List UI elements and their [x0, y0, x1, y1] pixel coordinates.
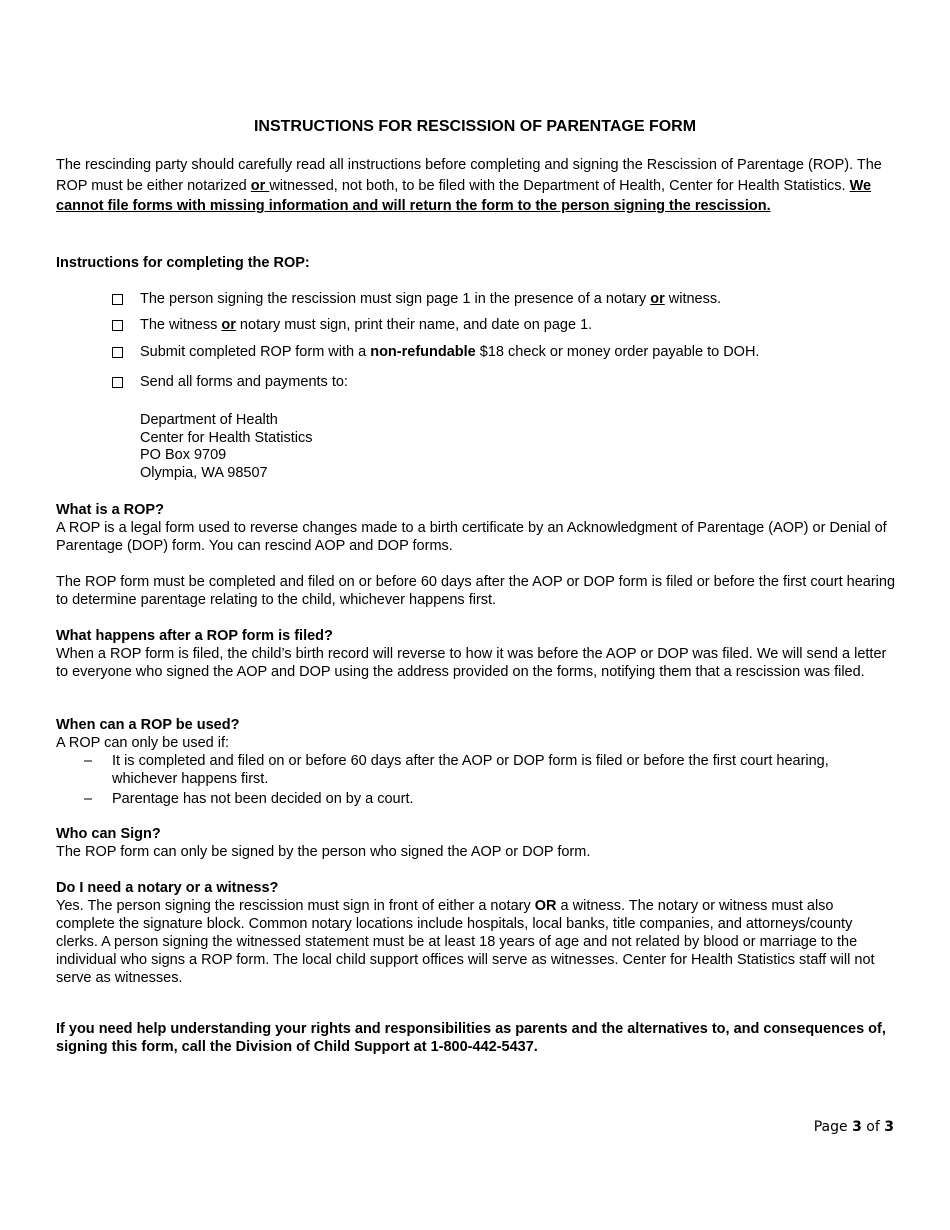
section-paragraph: When a ROP form is filed, the child’s birth record will reverse to how it was before the AOP or DOP was filed. We will send a letter to everyone who signed the AOP and DOP using the address provided on the forms, notifying them that a rescission was filed.	[56, 646, 887, 680]
checklist-item	[112, 373, 348, 391]
intro-warning: We cannot file forms with missing information and will return the form to the person signing the rescission.	[56, 177, 872, 214]
section-what-is-rop	[56, 501, 896, 555]
checkbox-icon[interactable]	[112, 347, 123, 358]
section-after-filed	[56, 627, 896, 681]
list-item: – Parentage has not been decided on by a court.	[84, 791, 414, 807]
page-number: Page 3 of 3	[813, 1119, 894, 1135]
checklist-emphasis: non-refundable	[370, 344, 476, 360]
section-notary-witness	[56, 879, 896, 987]
page-title: INSTRUCTIONS FOR RESCISSION OF PARENTAGE FORM	[253, 118, 697, 135]
intro-text-2: witnessed, not both, to be filed with the Department of Health, Center for Health Statistics.	[269, 177, 850, 194]
section-paragraph: A ROP can only be used if:	[56, 735, 230, 751]
checklist-item	[112, 290, 721, 308]
checklist-text: The witness	[140, 317, 222, 333]
conditions-list	[56, 752, 896, 808]
checklist-text: The person signing the rescission must sign page 1 in the presence of a notary	[140, 291, 651, 307]
intro-paragraph	[56, 155, 896, 217]
section-heading: Do I need a notary or a witness?	[56, 880, 279, 896]
checkbox-icon[interactable]	[112, 294, 123, 305]
address-line: Department of Health	[140, 412, 278, 428]
intro-or: or	[250, 177, 270, 194]
checklist-item	[112, 343, 759, 361]
section-heading: Who can Sign?	[56, 826, 161, 842]
section-paragraph: The ROP form can only be signed by the person who signed the AOP or DOP form.	[56, 844, 591, 860]
intro-text-1: The rescinding party should carefully read all instructions before completing and signing the Rescission of Parentage (ROP). The ROP must be either notarized	[56, 157, 882, 194]
instructions-heading: Instructions for completing the ROP:	[56, 255, 310, 271]
section-heading: What is a ROP?	[56, 502, 164, 518]
checklist-emphasis: or	[221, 317, 236, 333]
section-paragraph: A ROP is a legal form used to reverse changes made to a birth certificate by an Acknowledgment of Parentage (AOP) or Denial of Parentage (DOP) form. You can rescind AOP and DOP forms.	[56, 520, 887, 554]
checklist-text: Submit completed ROP form with a	[140, 344, 371, 360]
address-line: PO Box 9709	[140, 447, 227, 464]
section-when-used	[56, 716, 896, 810]
checklist-text: notary must sign, print their name, and date on page 1.	[235, 317, 593, 333]
checklist-text: Send all forms and payments to:	[140, 374, 348, 390]
section-paragraph: The ROP form must be completed and filed on or before 60 days after the AOP or DOP form is filed or before the first court hearing to determine parentage relating to the child, whichever happens first.	[56, 574, 896, 608]
checkbox-icon[interactable]	[112, 320, 123, 331]
address-line: Center for Health Statistics	[140, 429, 313, 446]
checklist-text: witness.	[664, 291, 722, 307]
checkbox-icon[interactable]	[112, 377, 123, 388]
checklist-item	[112, 316, 592, 334]
section-filing-deadline	[56, 573, 896, 609]
address-line: Olympia, WA 98507	[140, 464, 268, 481]
section-heading: When can a ROP be used?	[56, 717, 240, 733]
mailing-address	[140, 412, 312, 482]
section-paragraph: Yes. The person signing the rescission must sign in front of either a notary OR a witness. The notary or witness must also complete the signature block. Common notary locations include hospitals, local banks, title companies, and attorneys/county clerks. A person signing the witnessed statement must be at least 18 years of age and not related by blood or marriage to the individual who signs a ROP form. The local child support offices will serve as witnesses. Center for Health Statistics staff will not serve as witnesses.	[56, 898, 875, 986]
checklist-text: $18 check or money order payable to DOH.	[475, 344, 760, 360]
section-heading: What happens after a ROP form is filed?	[56, 628, 333, 644]
checklist-emphasis: or	[650, 291, 665, 307]
list-item: – It is completed and filed on or before 60 days after the AOP or DOP form is filed or before the first court hearing, whichever happens first.	[84, 753, 829, 787]
section-who-can-sign	[56, 825, 896, 861]
help-note: If you need help understanding your rights and responsibilities as parents and the alternatives to, and consequences of, signing this form, call the Division of Child Support at 1-800-442-5437.	[56, 1021, 886, 1055]
